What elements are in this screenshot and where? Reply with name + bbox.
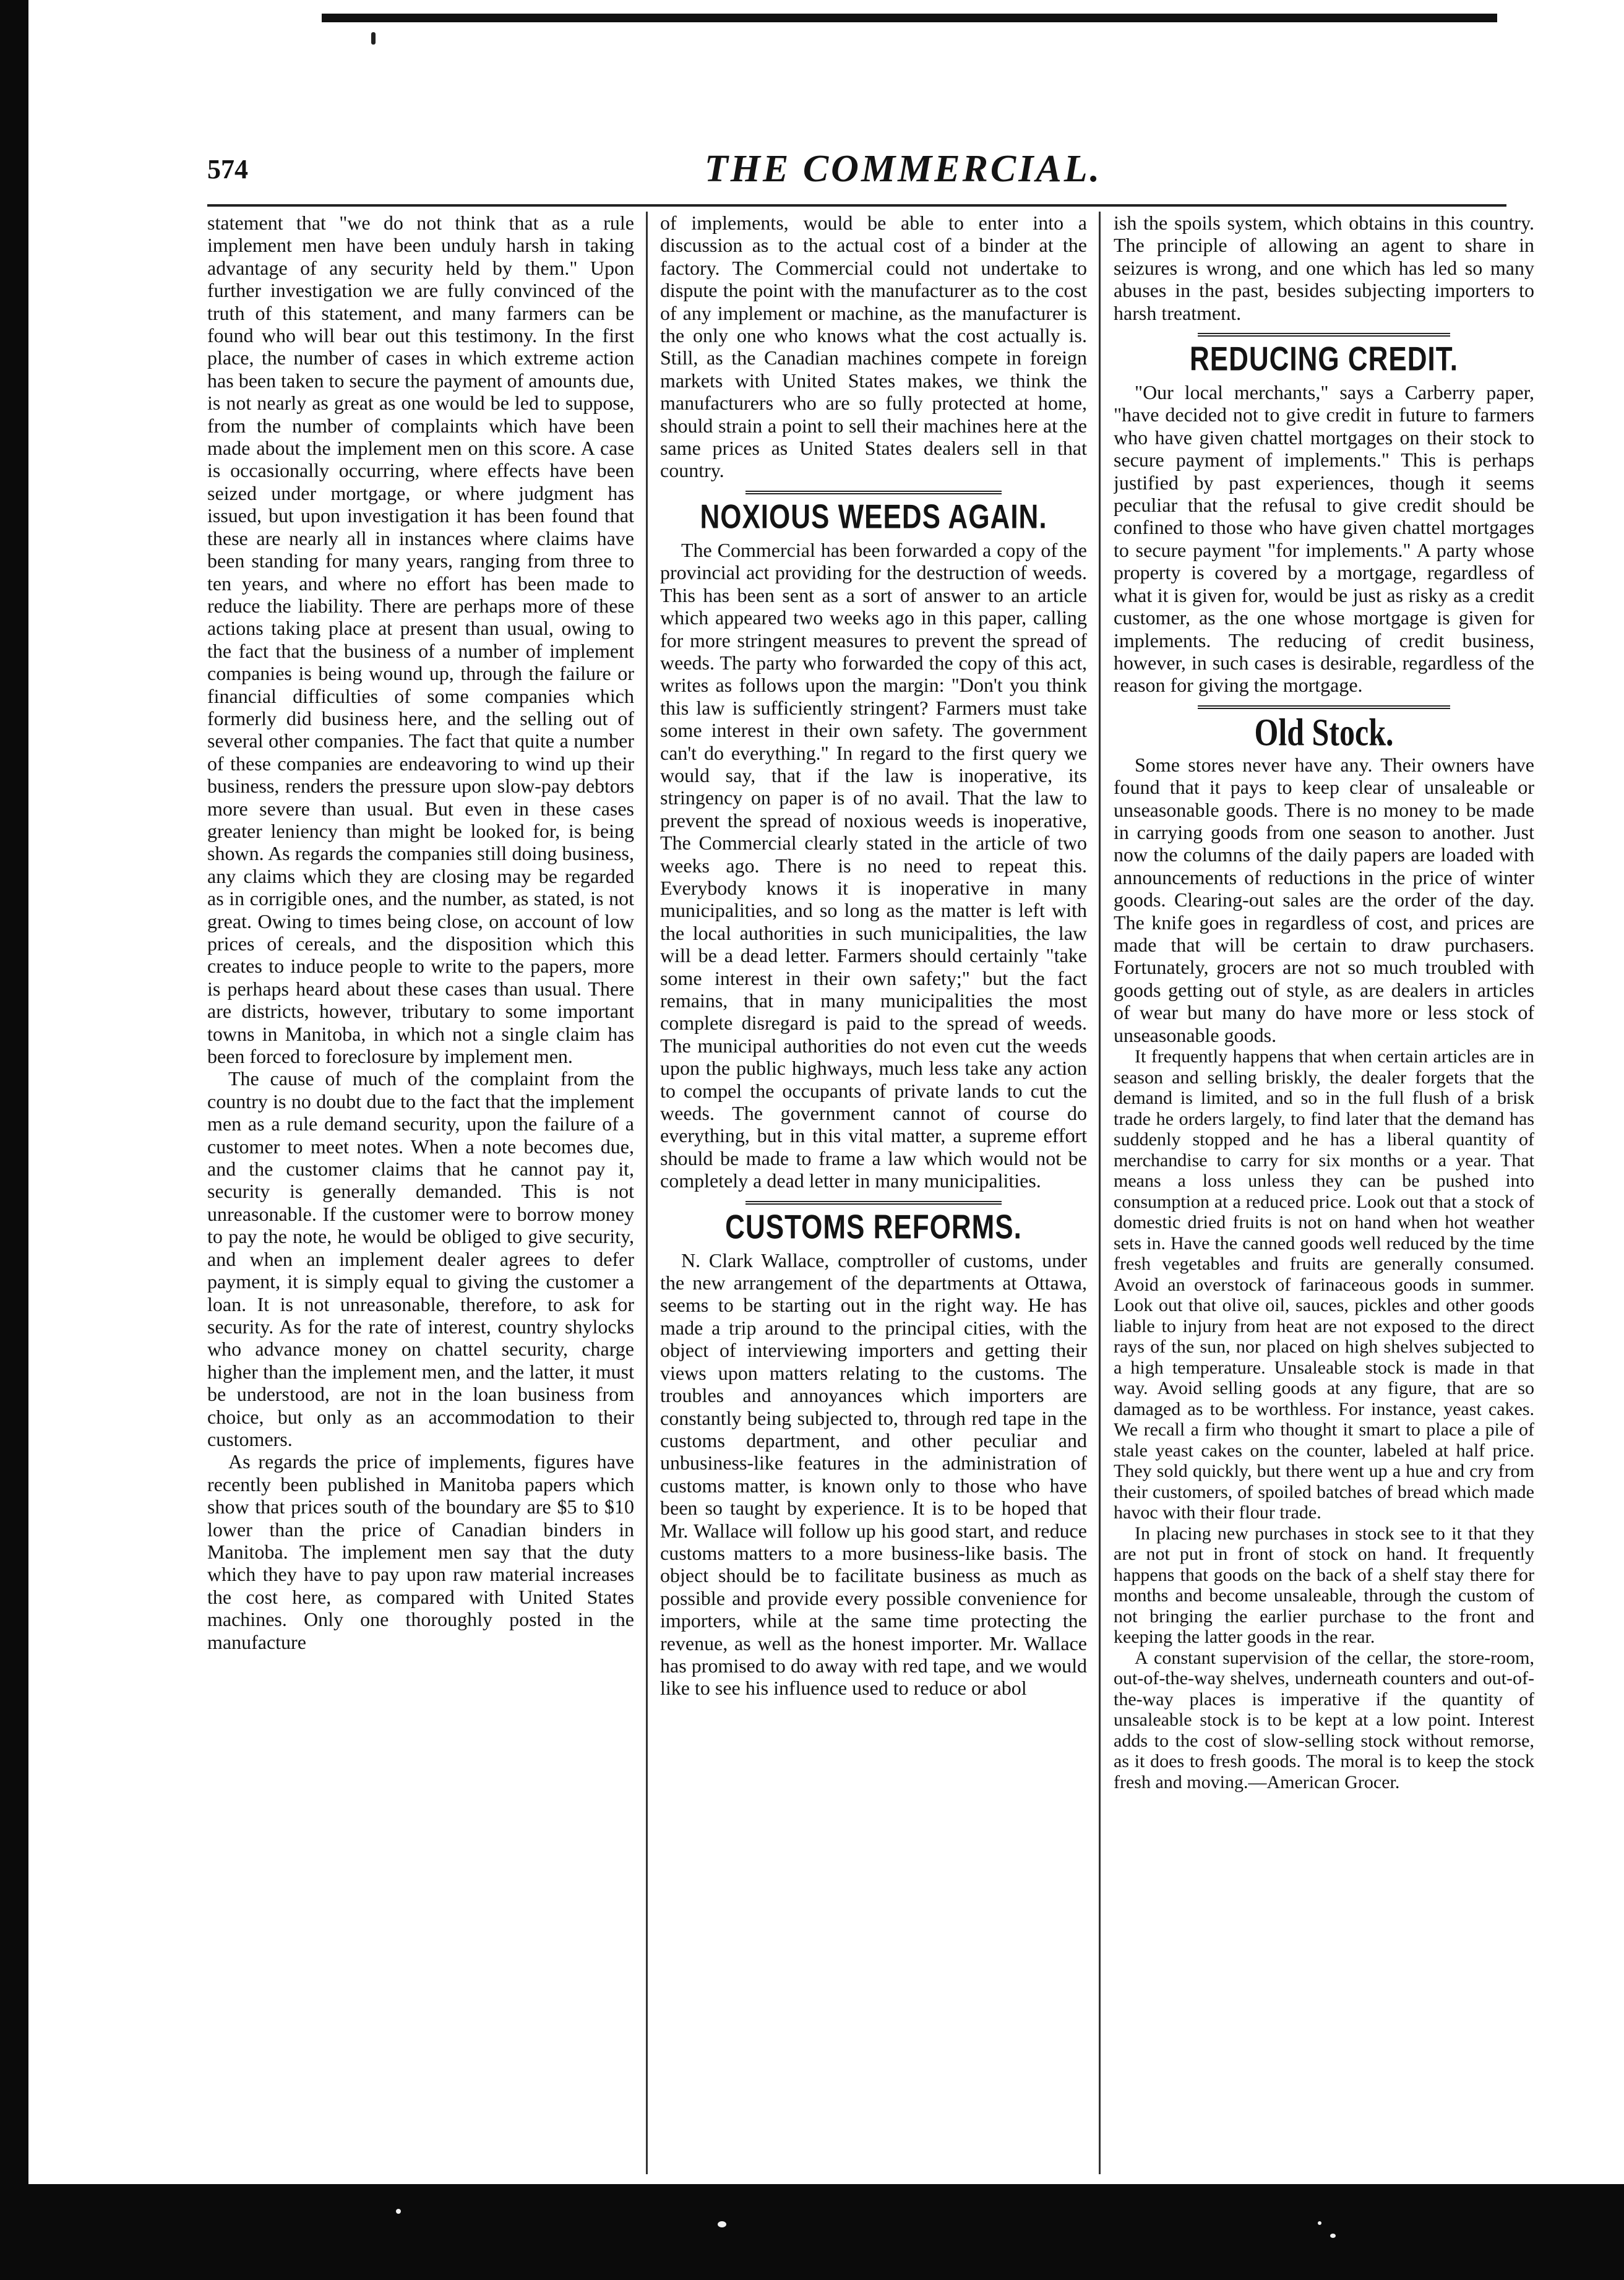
page-number: 574 [207, 154, 248, 184]
article-paragraph: "Our local merchants," says a Carberry paper, "have decided not to give credit in future to farmers who have given chattel mortgages on their stock to secure payment of implements." This is perhaps justified by past experiences, though it seems peculiar that the refusal to give credit should be confined to those who have given chattel mortgages to secure payment "for implements." A party whose property is covered by a mortgage, regardless of what it is given for, would be just as risky as a credit customer, as the one whose mortgage is given for implements. The reducing of credit business, however, in such cases is desirable, regardless of the reason for giving the mortgage. [1114, 381, 1534, 697]
article-paragraph: A constant supervision of the cellar, the store-room, out-of-the-way shelves, underneath counters and out-of-the-way places is imperative if the quantity of unsaleable stock is to be kept at a low point. Interest adds to the cost of slow-selling stock without remorse, as it does to fresh goods. The moral is to keep the stock fresh and moving.—American Grocer. [1114, 1647, 1534, 1792]
header-rule [207, 204, 1506, 207]
article-paragraph: The cause of much of the complaint from the country is no doubt due to the fact that the implement men as a rule demand security, upon the failure of a customer to meet notes. When a note becomes due, and the customer claims that he cannot pay it, security is generally demanded. This is not unreasonable. If the customer were to borrow money to pay the note, he would be obliged to give security, and when an implement dealer agrees to defer payment, it is simply equal to giving the customer a loan. It is not unreasonable, therefore, to ask for security. As for the rate of interest, country shylocks who advance money on chattel security, charge higher than the implement men, and the latter, it must be understood, are not in the loan business from choice, but only as an accommodation to their customers. [207, 1067, 634, 1450]
article-paragraph: It frequently happens that when certain articles are in season and selling briskly, the dealer forgets that the demand is limited, and so in the full flush of a brisk trade he orders largely, to find later that the demand has suddenly stopped and he has a liberal quantity of merchandise to carry for six months or a year. That means a loss unless they can be pushed into consumption at a reduced price. Look out that a stock of domestic dried fruits is not on hand when hot weather sets in. Have the canned goods well reduced by the time fresh vegetables and fruits are generally consumed. Avoid an overstock of farinaceous goods in summer. Look out that olive oil, sauces, pickles and other goods liable to injury from heat are not exposed to the direct rays of the sun, nor placed on high shelves subjected to a high temperature. Unsaleable stock is made in that way. Avoid selling goods at any figure, that are so damaged as to be worthless. For instance, yeast cakes. We recall a firm who thought it smart to place a pile of stale yeast cakes on the counter, labeled at half price. They sold quickly, but there went up a hue and cry from their customers, of spoiled batches of bread which made havoc with their flour trade. [1114, 1046, 1534, 1523]
section-rule [1198, 333, 1450, 337]
article-paragraph: Some stores never have any. Their owners have found that it pays to keep clear of unsaleable or unseasonable goods. There is no money to be made in carrying goods from one season to another. Just now the columns of the daily papers are loaded with announcements of reductions in the price of winter goods. Clearing-out sales are the order of the day. The knife goes in regardless of cost, and prices are made that will be certain to draw purchasers. Fortunately, grocers are not so much troubled with goods getting out of style, as are dealers in articles of wear but many do have more or less stock of unseasonable goods. [1114, 753, 1534, 1046]
scan-edge-bottom [0, 2184, 1624, 2280]
column-1 [207, 212, 634, 2174]
section-rule [745, 1201, 1002, 1205]
column-2 [660, 212, 1087, 2174]
headline-reducing-credit: REDUCING CREDIT. [1189, 340, 1459, 379]
headline-customs-reforms: CUSTOMS REFORMS. [725, 1208, 1022, 1246]
headline-old-stock: Old Stock. [1254, 710, 1394, 754]
article-paragraph: ish the spoils system, which obtains in this country. The principle of allowing an agent to share in seizures is wrong, and one which has led so many abuses in the past, besides subjecting importers to harsh treatment. [1114, 212, 1534, 324]
scan-edge-left [0, 0, 28, 2280]
column-divider [646, 212, 648, 2174]
column-divider [1099, 212, 1101, 2174]
section-rule [745, 491, 1002, 494]
masthead-title: THE COMMERCIAL. [704, 148, 1102, 190]
article-paragraph: statement that "we do not think that as a rule implement men have been unduly harsh in taking advantage of any security held by them." Upon further investigation we are fully convinced of the truth of this statement, and many farmers can be found who will bear out this testimony. In the first place, the number of cases in which extreme action has been taken to secure the payment of amounts due, is not nearly as great as one would be led to suppose, from the number of complaints which have been made about the implement men on this score. A case is occasionally occurring, where effects have been seized under mortgage, or where judgment has issued, but upon investigation it has been found that these are nearly all in instances where claims have been standing for many years, ranging from three to ten years, and where no effort has been made to reduce the liability. There are perhaps more of these actions taking place at present than usual, owing to the fact that the business of a number of implement companies is being wound up, through the failure or financial difficulties of some companies which formerly did business here, and the selling out of several other companies. The fact that quite a number of these companies are endeavoring to wind up their business, renders the pressure upon slow-pay debtors more severe than usual. But even in these cases greater leniency than might be looked for, is being shown. As regards the companies still doing business, any claims which they are closing may be regarded as in corrigible ones, and the number, as stated, is not great. Owing to times being close, on account of low prices of cereals, and the disposition which this creates to induce people to write to the papers, more is perhaps heard about these cases than usual. There are districts, however, tributary to some important towns in Manitoba, in which not a single claim has been forced to foreclosure by implement men. [207, 212, 634, 1068]
article-paragraph: The Commercial has been forwarded a copy of the provincial act providing for the destruction of weeds. This has been sent as a sort of answer to an article which appeared two weeks ago in this paper, calling for more stringent measures to prevent the spread of weeds. The party who forwarded the copy of this act, writes as follows upon the margin: "Don't you think this law is sufficiently stringent? Farmers must take some interest in their own safety. The government can't do everything." In regard to the first query we would say, that if the law is inoperative, its stringency on paper is of no avail. That the law to prevent the spread of noxious weeds is inoperative, The Commercial clearly stated in the article of two weeks ago. There is no need to repeat this. Everybody knows it is inoperative in many municipalities, and so long as the matter is left with the local authorities in such municipalities, the law will be a dead letter. Farmers should certainly "take some interest in their own safety;" but the fact remains, that in many municipalities the most complete disregard is paid to the spread of weeds. The municipal authorities do not even cut the weeds upon the public highways, much less take any action to compel the occupants of private lands to cut the weeds. The government cannot of course do everything, but in this vital matter, a supreme effort should be made to frame a law which would not be completely a dead letter in many municipalities. [660, 538, 1087, 1192]
headline-noxious-weeds: NOXIOUS WEEDS AGAIN. [700, 497, 1047, 536]
column-3 [1114, 212, 1534, 2174]
article-paragraph: N. Clark Wallace, comptroller of customs, under the new arrangement of the departments at Ottawa, seems to be starting out in the right way. He has made a trip around to the principal cities, with the object of interviewing importers and getting their views upon matters relating to the customs. The troubles and annoyances which importers are constantly being subjected to, through red tape in the customs department, and other peculiar and unbusiness-like features in the administration of customs matter, is known only to those who have been so taught by experience. It is to be hoped that Mr. Wallace will follow up his good start, and reduce customs matters to a more business-like basis. The object should be to facilitate business as much as possible and provide every possible convenience for importers, while at the same time protecting the revenue, as well as the honest importer. Mr. Wallace has promised to do away with red tape, and we would like to see his influence used to reduce or abol [660, 1249, 1087, 1700]
scan-top-border [322, 14, 1497, 22]
article-paragraph: of implements, would be able to enter into a discussion as to the actual cost of a binder at the factory. The Commercial could not undertake to dispute the point with the manufacturer as to the cost of any implement or machine, as the manufacturer is the only one who knows what the cost actually is. Still, as the Canadian machines compete in foreign markets with United States makes, we think the manufacturers who are so fully protected at home, should strain a point to sell their machines here at the same prices as United States dealers sell in that country. [660, 212, 1087, 482]
scan-mark [371, 32, 376, 45]
article-paragraph: As regards the price of implements, figures have recently been published in Manitoba papers which show that prices south of the boundary are $5 to $10 lower than the price of Canadian binders in Manitoba. The implement men say that the duty which they have to pay upon raw material increases the cost here, as compared with United States machines. Only one thoroughly posted in the manufacture [207, 1450, 634, 1653]
article-paragraph: In placing new purchases in stock see to it that they are not put in front of stock on hand. It frequently happens that goods on the back of a shelf stay there for months and become unsaleable, through the custom of not bringing the earlier purchase to the front and keeping the latter goods in the rear. [1114, 1523, 1534, 1647]
section-rule [1198, 705, 1450, 709]
